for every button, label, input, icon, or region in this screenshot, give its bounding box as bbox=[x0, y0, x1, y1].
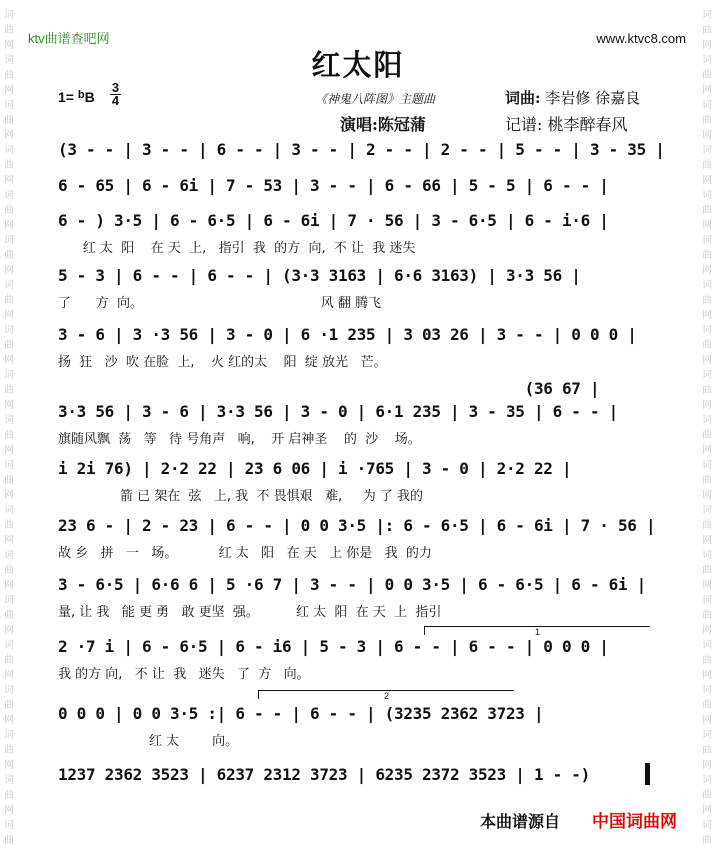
song-title: 红太阳 bbox=[311, 48, 405, 82]
watermark-glyph: 曲 bbox=[702, 115, 712, 126]
score-notes-row: 1237 2362 3523 | 6237 2312 3723 | 6235 2372 3523 | 1 - -) bbox=[58, 765, 590, 784]
watermark-glyph: 曲 bbox=[4, 25, 14, 36]
score-lyrics-row: 故 乡 拼 一 场。 红 太 阳 在 天 上 你是 我 的力 bbox=[58, 546, 432, 561]
watermark-glyph: 网 bbox=[4, 40, 14, 51]
watermark-glyph: 词 bbox=[4, 190, 14, 201]
watermark-glyph: 网 bbox=[4, 310, 14, 321]
score-lyrics-row: 我 的方 向, 不 让 我 迷失 了 方 向。 bbox=[58, 667, 310, 682]
watermark-glyph: 曲 bbox=[4, 340, 14, 351]
watermark-glyph: 网 bbox=[702, 130, 712, 141]
watermark-glyph: 词 bbox=[4, 505, 14, 516]
watermark-glyph: 词 bbox=[4, 280, 14, 291]
watermark-glyph: 曲 bbox=[4, 610, 14, 621]
score-notes-row: (36 67 | bbox=[58, 379, 600, 398]
watermark-glyph: 词 bbox=[702, 685, 712, 696]
watermark-glyph: 网 bbox=[702, 445, 712, 456]
key-flat: b bbox=[77, 89, 85, 101]
subtitle: 《神鬼八阵图》主题曲 bbox=[315, 92, 436, 106]
watermark-right bbox=[698, 0, 716, 856]
watermark-glyph: 曲 bbox=[4, 745, 14, 756]
watermark-left bbox=[0, 0, 18, 856]
watermark-glyph: 曲 bbox=[4, 655, 14, 666]
watermark-glyph: 网 bbox=[702, 400, 712, 411]
score-lyrics-row: 量, 让 我 能 更 勇 敢 更坚 强。 红 太 阳 在 天 上 指引 bbox=[58, 605, 442, 620]
transcriber-name: 桃李醉春风 bbox=[547, 115, 628, 134]
watermark-glyph: 曲 bbox=[702, 385, 712, 396]
watermark-glyph: 曲 bbox=[702, 565, 712, 576]
site-link-right[interactable]: www.ktvc8.com bbox=[596, 31, 686, 46]
watermark-glyph: 网 bbox=[702, 175, 712, 186]
watermark-glyph: 词 bbox=[702, 775, 712, 786]
watermark-glyph: 词 bbox=[4, 235, 14, 246]
watermark-glyph: 曲 bbox=[702, 430, 712, 441]
score-lyrics-row: 旗随风飘 荡 等 待 号角声 响, 开 启神圣 的 沙 场。 bbox=[58, 432, 421, 447]
score-notes-row: 3 - 6·5 | 6·6 6 | 5 ·6 7 | 3 - - | 0 0 3·5 | 6 - 6·5 | 6 - 6i | bbox=[58, 575, 646, 594]
watermark-glyph: 词 bbox=[4, 415, 14, 426]
watermark-glyph: 网 bbox=[4, 220, 14, 231]
watermark-glyph: 词 bbox=[4, 325, 14, 336]
watermark-glyph: 曲 bbox=[702, 205, 712, 216]
watermark-glyph: 曲 bbox=[4, 520, 14, 531]
watermark-glyph: 曲 bbox=[702, 25, 712, 36]
watermark-glyph: 网 bbox=[4, 805, 14, 816]
watermark-glyph: 网 bbox=[4, 490, 14, 501]
watermark-glyph: 网 bbox=[4, 760, 14, 771]
watermark-glyph: 网 bbox=[4, 715, 14, 726]
volta-second bbox=[258, 690, 514, 699]
source-site-link[interactable]: 中国词曲网 bbox=[592, 812, 677, 831]
watermark-glyph: 曲 bbox=[702, 295, 712, 306]
watermark-glyph: 曲 bbox=[4, 70, 14, 81]
watermark-glyph: 曲 bbox=[702, 790, 712, 801]
watermark-glyph: 词 bbox=[4, 100, 14, 111]
watermark-glyph: 词 bbox=[4, 145, 14, 156]
watermark-glyph: 网 bbox=[4, 85, 14, 96]
watermark-glyph: 词 bbox=[702, 280, 712, 291]
watermark-glyph: 词 bbox=[702, 550, 712, 561]
singer-label: 演唱: bbox=[340, 115, 378, 134]
score-notes-row: 23 6 - | 2 - 23 | 6 - - | 0 0 3·5 |: 6 - 6·5 | 6 - 6i | 7 · 56 | bbox=[58, 516, 656, 535]
watermark-glyph: 词 bbox=[4, 640, 14, 651]
watermark-glyph: 曲 bbox=[4, 385, 14, 396]
watermark-glyph: 词 bbox=[702, 460, 712, 471]
watermark-glyph: 曲 bbox=[4, 700, 14, 711]
source-label: 本曲谱源自 bbox=[480, 814, 561, 831]
score-notes-row: 6 - 65 | 6 - 6i | 7 - 53 | 3 - - | 6 - 66 | 5 - 5 | 6 - - | bbox=[58, 176, 609, 195]
score-lyrics-row: 了 方 向。 风 翻 腾飞 bbox=[58, 296, 382, 311]
score-notes-row: 3 - 6 | 3 ·3 56 | 3 - 0 | 6 ·1 235 | 3 03 26 | 3 - - | 0 0 0 | bbox=[58, 325, 637, 344]
watermark-glyph: 曲 bbox=[702, 745, 712, 756]
watermark-glyph: 词 bbox=[702, 145, 712, 156]
watermark-glyph: 网 bbox=[702, 85, 712, 96]
score-notes-row: 0 0 0 | 0 0 3·5 :| 6 - - | 6 - - | (3235 2362 3723 | bbox=[58, 704, 544, 723]
watermark-glyph: 词 bbox=[4, 370, 14, 381]
watermark-glyph: 词 bbox=[702, 325, 712, 336]
key-signature bbox=[58, 89, 95, 105]
watermark-glyph: 曲 bbox=[4, 430, 14, 441]
singer-name: 陈冠蒲 bbox=[377, 115, 426, 134]
watermark-glyph: 网 bbox=[4, 175, 14, 186]
singer-line bbox=[340, 112, 426, 135]
watermark-glyph: 曲 bbox=[4, 790, 14, 801]
composer-names: 李岩修 徐嘉良 bbox=[545, 89, 641, 107]
watermark-glyph: 词 bbox=[702, 415, 712, 426]
transcriber-line bbox=[505, 112, 628, 135]
watermark-glyph: 曲 bbox=[702, 700, 712, 711]
watermark-glyph: 网 bbox=[702, 490, 712, 501]
score-notes-row: 6 - ) 3·5 | 6 - 6·5 | 6 - 6i | 7 · 56 | 3 - 6·5 | 6 - i·6 | bbox=[58, 211, 609, 230]
watermark-glyph: 曲 bbox=[4, 565, 14, 576]
watermark-glyph: 词 bbox=[702, 55, 712, 66]
watermark-glyph: 网 bbox=[702, 760, 712, 771]
watermark-glyph: 曲 bbox=[702, 835, 712, 846]
watermark-glyph: 曲 bbox=[702, 520, 712, 531]
volta-second-number: 2 bbox=[383, 691, 389, 701]
watermark-glyph: 网 bbox=[4, 355, 14, 366]
watermark-glyph: 网 bbox=[702, 310, 712, 321]
score-notes-row: (3 - - | 3 - - | 6 - - | 3 - - | 2 - - | 2 - - | 5 - - | 3 - 35 | bbox=[58, 140, 665, 159]
meter-bottom: 4 bbox=[111, 93, 120, 108]
watermark-glyph: 网 bbox=[702, 805, 712, 816]
watermark-glyph: 词 bbox=[702, 730, 712, 741]
watermark-glyph: 网 bbox=[4, 445, 14, 456]
watermark-glyph: 网 bbox=[4, 625, 14, 636]
watermark-glyph: 词 bbox=[702, 820, 712, 831]
watermark-glyph: 词 bbox=[4, 685, 14, 696]
meter-top: 3 bbox=[111, 80, 120, 95]
watermark-glyph: 词 bbox=[702, 190, 712, 201]
watermark-glyph: 词 bbox=[4, 730, 14, 741]
time-signature bbox=[110, 82, 121, 107]
watermark-glyph: 网 bbox=[4, 670, 14, 681]
score-lyrics-row: 扬 狂 沙 吹 在脸 上, 火 红的太 阳 绽 放光 芒。 bbox=[58, 355, 387, 370]
watermark-glyph: 曲 bbox=[702, 70, 712, 81]
final-barline bbox=[645, 763, 650, 785]
watermark-glyph: 曲 bbox=[4, 835, 14, 846]
watermark-glyph: 网 bbox=[702, 40, 712, 51]
watermark-glyph: 网 bbox=[702, 535, 712, 546]
watermark-glyph: 网 bbox=[702, 265, 712, 276]
watermark-glyph: 词 bbox=[702, 505, 712, 516]
watermark-glyph: 词 bbox=[4, 595, 14, 606]
volta-first bbox=[424, 626, 650, 635]
watermark-glyph: 曲 bbox=[4, 160, 14, 171]
watermark-glyph: 网 bbox=[702, 670, 712, 681]
watermark-glyph: 网 bbox=[4, 400, 14, 411]
watermark-glyph: 曲 bbox=[4, 475, 14, 486]
watermark-glyph: 网 bbox=[702, 355, 712, 366]
watermark-glyph: 网 bbox=[702, 220, 712, 231]
watermark-glyph: 词 bbox=[702, 370, 712, 381]
score-lyrics-row: 红 太 向。 bbox=[58, 734, 239, 749]
transcriber-label: 记谱: bbox=[505, 115, 543, 134]
score-notes-row: 3·3 56 | 3 - 6 | 3·3 56 | 3 - 0 | 6·1 235 | 3 - 35 | 6 - - | bbox=[58, 402, 618, 421]
watermark-glyph: 词 bbox=[702, 235, 712, 246]
watermark-glyph: 词 bbox=[4, 820, 14, 831]
watermark-glyph: 词 bbox=[4, 550, 14, 561]
watermark-glyph: 词 bbox=[4, 775, 14, 786]
watermark-glyph: 网 bbox=[4, 130, 14, 141]
site-link-left[interactable]: ktv曲谱查吧网 bbox=[28, 31, 110, 46]
watermark-glyph: 曲 bbox=[4, 205, 14, 216]
watermark-glyph: 网 bbox=[4, 265, 14, 276]
watermark-glyph: 词 bbox=[702, 10, 712, 21]
watermark-glyph: 词 bbox=[4, 460, 14, 471]
watermark-glyph: 网 bbox=[702, 580, 712, 591]
volta-first-number: 1 bbox=[534, 627, 540, 637]
score-lyrics-row: 箭 已 架在 弦 上, 我 不 畏惧艰 难, 为 了 我的 bbox=[58, 489, 424, 504]
key-prefix: 1= bbox=[58, 89, 74, 105]
score-notes-row: 2 ·7 i | 6 - 6·5 | 6 - i6 | 5 - 3 | 6 - - | 6 - - | 0 0 0 | bbox=[58, 637, 609, 656]
watermark-glyph: 网 bbox=[702, 715, 712, 726]
watermark-glyph: 网 bbox=[4, 580, 14, 591]
watermark-glyph: 网 bbox=[4, 535, 14, 546]
watermark-glyph: 曲 bbox=[702, 160, 712, 171]
watermark-glyph: 网 bbox=[702, 625, 712, 636]
watermark-glyph: 词 bbox=[4, 55, 14, 66]
watermark-glyph: 曲 bbox=[702, 250, 712, 261]
watermark-glyph: 词 bbox=[4, 10, 14, 21]
key-note: B bbox=[84, 89, 95, 105]
watermark-glyph: 词 bbox=[702, 100, 712, 111]
score-lyrics-row: 红 太 阳 在 天 上, 指引 我 的方 向, 不 让 我 迷失 bbox=[58, 241, 416, 256]
composer-label: 词曲: bbox=[505, 89, 541, 107]
watermark-glyph: 词 bbox=[702, 595, 712, 606]
watermark-glyph: 曲 bbox=[4, 250, 14, 261]
score-notes-row: 5 - 3 | 6 - - | 6 - - | (3·3 3163 | 6·6 3163) | 3·3 56 | bbox=[58, 266, 581, 285]
watermark-glyph: 曲 bbox=[702, 475, 712, 486]
watermark-glyph: 曲 bbox=[4, 295, 14, 306]
watermark-glyph: 曲 bbox=[702, 610, 712, 621]
watermark-glyph: 曲 bbox=[4, 115, 14, 126]
score-notes-row: i 2i 76) | 2·2 22 | 23 6 06 | i ·765 | 3 - 0 | 2·2 22 | bbox=[58, 459, 572, 478]
composer-line bbox=[505, 87, 640, 108]
watermark-glyph: 曲 bbox=[702, 655, 712, 666]
watermark-glyph: 词 bbox=[702, 640, 712, 651]
watermark-glyph: 曲 bbox=[702, 340, 712, 351]
